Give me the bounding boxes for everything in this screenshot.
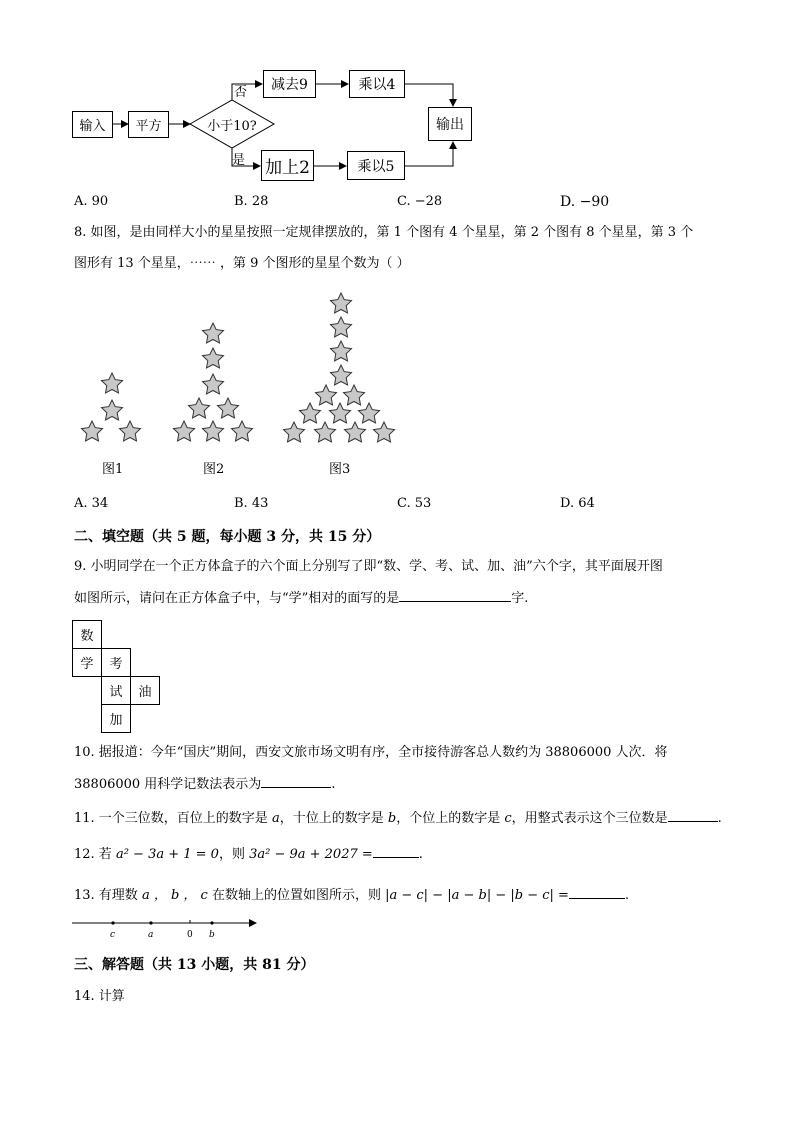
star [82, 421, 103, 441]
q10-line2-end: . [331, 777, 336, 792]
star-figures [0, 285, 794, 455]
star [232, 421, 253, 441]
star [203, 323, 224, 343]
q12-text: ，则 [218, 847, 250, 862]
star [331, 317, 352, 337]
q12-line [74, 845, 423, 865]
star [359, 403, 380, 423]
q13-vars: a ， b ， c [141, 888, 208, 903]
star [331, 293, 352, 313]
q8-stem-line2: 图形有 13 个星星，⋯⋯ ，第 9 个图形的星星个数为（ ） [74, 256, 410, 271]
q8-option-b: B. 43 [234, 496, 269, 511]
q10-line2 [74, 775, 335, 795]
q9-line2 [74, 589, 528, 609]
net-cell: 油 [130, 676, 160, 705]
q13-answer-blank[interactable] [569, 898, 625, 899]
star [344, 385, 365, 405]
figure-3-label: 图3 [329, 462, 351, 477]
star [120, 421, 141, 441]
q11-text: ，个位上的数字是 [396, 811, 505, 826]
input-box: 输入 [72, 111, 113, 138]
add-box: 加上2 [261, 150, 314, 181]
q12-text: 12. 若 [74, 847, 116, 862]
net-cell: 数 [72, 620, 102, 649]
q8-option-a: A. 34 [74, 496, 109, 511]
axis-label-b: b [209, 930, 215, 940]
q7-option-c: C. −28 [397, 194, 443, 209]
q9-line2-end: 字. [511, 591, 529, 606]
q11-text: ，十位上的数字是 [279, 811, 388, 826]
q13-end: . [624, 888, 630, 903]
star [331, 365, 352, 385]
q11-text: ，用整式表示这个三位数是 [511, 811, 668, 826]
yes-label: 是 [232, 153, 246, 168]
point-a [149, 921, 152, 924]
star [174, 421, 195, 441]
multiply5-box: 乘以5 [347, 151, 405, 180]
q7-option-a: A. 90 [74, 194, 109, 209]
q11-text: 11. 一个三位数，百位上的数字是 [74, 811, 272, 826]
star [374, 422, 395, 442]
q11-line [74, 809, 722, 829]
star [203, 421, 224, 441]
q13-line [74, 886, 629, 906]
figure-1-label: 图1 [102, 462, 124, 477]
star [345, 422, 366, 442]
star [203, 348, 224, 368]
q7-option-d: D. −90 [560, 194, 610, 210]
star [102, 373, 123, 393]
q11-var-c: c [504, 811, 512, 826]
q8-option-c: C. 53 [397, 496, 432, 511]
star [315, 422, 336, 442]
number-line [66, 915, 266, 943]
q10-line1: 10. 据报道：今年“国庆”期间，西安文旅市场文明有序，全市接待游客总人数约为 38806000 人次．将 [74, 745, 668, 760]
figure-1-stars [82, 373, 141, 441]
net-cell: 试 [101, 676, 131, 705]
no-label: 否 [234, 85, 248, 100]
axis-label-zero: 0 [187, 930, 193, 940]
q12-end: . [418, 847, 423, 862]
point-c [111, 921, 114, 924]
point-b [210, 921, 213, 924]
section-3-heading: 三、解答题（共 13 小题，共 81 分） [74, 957, 315, 973]
output-box: 输出 [428, 107, 472, 141]
star [330, 403, 351, 423]
q12-given-equation: a² − 3a + 1 = 0 [115, 847, 219, 862]
q10-line2-text: 38806000 用科学记数法表示为 [74, 777, 262, 792]
star [102, 400, 123, 420]
square-box: 平方 [128, 111, 169, 138]
q11-var-b: b [387, 811, 397, 826]
star [300, 403, 321, 423]
net-cell: 加 [101, 704, 131, 733]
net-cell: 学 [72, 648, 102, 677]
net-cell: 考 [101, 648, 131, 677]
q11-end: . [717, 811, 722, 826]
q9-line1: 9. 小明同学在一个正方体盒子的六个面上分别写了即“数、学、考、试、加、油”六个字，其平面展开图 [74, 559, 663, 574]
axis-label-a: a [148, 930, 154, 940]
q10-answer-blank[interactable] [261, 787, 331, 788]
figure-2-label: 图2 [203, 462, 225, 477]
q8-stem-line1: 8. 如图，是由同样大小的星星按照一定规律摆放的，第 1 个图有 4 个星星，第 2 个图有 8 个星星，第 3 个 [74, 225, 694, 240]
star [331, 341, 352, 361]
q13-text: 在数轴上的位置如图所示，则 [207, 888, 386, 903]
q12-expression: 3a² − 9a + 2027 = [249, 847, 373, 862]
star [218, 398, 239, 418]
q8-option-d: D. 64 [560, 496, 595, 511]
axis-label-c: c [110, 930, 116, 940]
q13-text: 13. 有理数 [74, 888, 142, 903]
star [189, 398, 210, 418]
section-2-heading: 二、填空题（共 5 题，每小题 3 分，共 15 分） [74, 529, 381, 545]
q13-expression: |a − c| − |a − b| − |b − c| = [385, 888, 569, 903]
star [316, 385, 337, 405]
q7-option-b: B. 28 [234, 194, 269, 209]
q11-var-a: a [271, 811, 280, 826]
q11-answer-blank[interactable] [668, 821, 718, 822]
q12-answer-blank[interactable] [373, 857, 419, 858]
figure-3-stars [284, 293, 395, 442]
q14-line: 14. 计算 [74, 989, 125, 1004]
q9-answer-blank[interactable] [399, 601, 511, 602]
figure-2-stars [174, 323, 253, 441]
star [284, 422, 305, 442]
star [203, 374, 224, 394]
q9-line2-text: 如图所示，请问在正方体盒子中，与“学”相对的面写的是 [74, 591, 400, 606]
decision-label: 小于10? [207, 119, 257, 134]
multiply4-box: 乘以4 [349, 70, 405, 98]
subtract-box: 减去9 [263, 70, 316, 98]
